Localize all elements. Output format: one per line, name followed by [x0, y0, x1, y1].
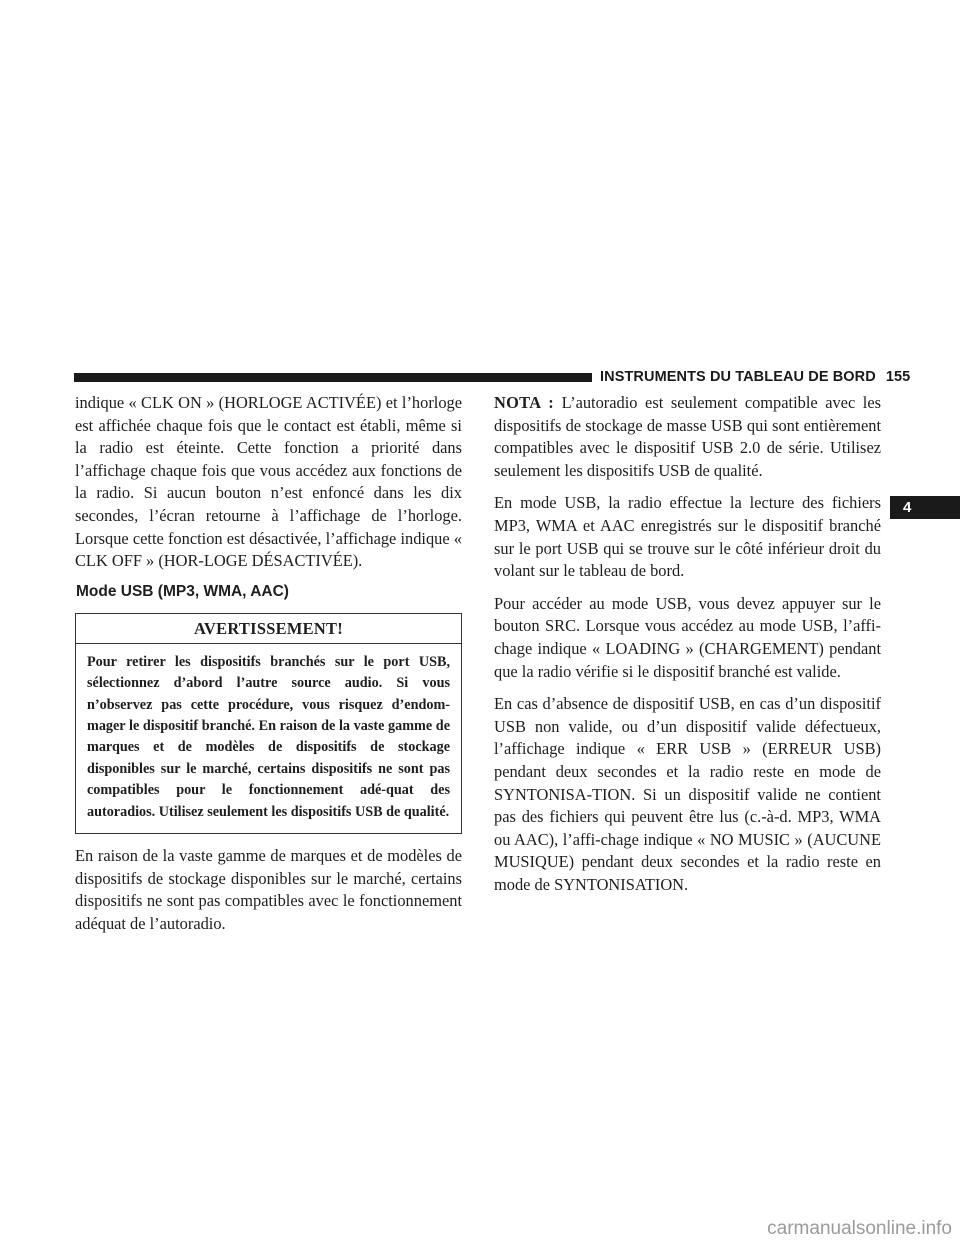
running-header [600, 367, 910, 387]
page-number: 155 [885, 369, 911, 385]
header-section-title: INSTRUMENTS DU TABLEAU DE BORD [600, 369, 876, 385]
intro-paragraph: indique « CLK ON » (HORLOGE ACTIVÉE) et l’horloge est affichée chaque fois que le contact est établi, même si la radio est éteinte. Cette fonction a priorité dans l’affichage chaque fois que vous accédez aux fonctions de la radio. Si aucun bouton n’est enfoncé dans les dix secondes, l’écran retourne à l’affichage de l’horloge. Lorsque cette fonction est désactivée, l’affichage indique « CLK OFF » (HOR-LOGE DÉSACTIVÉE). [75, 393, 462, 571]
usb-playback-paragraph: En mode USB, la radio effectue la lecture des fichiers MP3, WMA et AAC enregistrés sur le dispositif branché sur le port USB qui se trouve sur le côté inférieur droit du volant sur le tableau de bord. [494, 493, 881, 581]
after-warning-paragraph: En raison de la vaste gamme de marques et de modèles de dispositifs de stockage disponibles sur le marché, certains dispositifs ne sont pas compatibles avec le fonctionnement adéquat de l’autoradio. [75, 846, 462, 933]
warning-text: Pour retirer les dispositifs branchés sur le port USB, sélectionnez d’abord l’autre source audio. Si vous n’observez pas cette procédure, vous risquez d’endom-mager le dispositif branché. En raison de la vaste gamme de marques et de modèles de dispositifs de stockage disponibles sur le marché, certains dispositifs ne sont pas compatibles pour le fonctionnement adé-quat des autoradios. Utilisez seulement les dispositifs USB de qualité. [87, 653, 450, 820]
note-text: L’autoradio est seulement compatible avec les dispositifs de stockage de masse USB qui sont entièrement compatibles avec le dispositif USB 2.0 de série. Utilisez seulement les dispositifs USB de qualité. [494, 393, 881, 480]
warning-box [75, 613, 462, 834]
header-rule [74, 373, 592, 382]
right-column [494, 392, 881, 906]
watermark: carmanualsonline.info [767, 1218, 952, 1239]
note-paragraph [494, 392, 881, 482]
section-heading: Mode USB (MP3, WMA, AAC) [76, 582, 289, 600]
chapter-tab: 4 [890, 496, 960, 519]
note-label: NOTA : [494, 393, 555, 412]
warning-title: AVERTISSEMENT! [76, 614, 461, 644]
left-column [75, 392, 462, 935]
usb-error-paragraph: En cas d’absence de dispositif USB, en cas d’un dispositif USB non valide, ou d’un dispositif valide défectueux, l’affichage indique « ERR USB » (ERREUR USB) pendant deux secondes et la radio reste en mode de SYNTONISA-TION. Si un dispositif valide ne contient pas des fichiers qui peuvent être lus (c.-à-d. MP3, WMA ou AAC), l’affi-chage indique « NO MUSIC » (AUCUNE MUSIQUE) pendant deux secondes et la radio reste en mode de SYNTONISATION. [494, 694, 881, 894]
usb-access-paragraph: Pour accéder au mode USB, vous devez appuyer sur le bouton SRC. Lorsque vous accédez au mode USB, l’affi-chage indique « LOADING » (CHARGEMENT) pendant que la radio vérifie si le dispositif branché est valide. [494, 593, 881, 681]
